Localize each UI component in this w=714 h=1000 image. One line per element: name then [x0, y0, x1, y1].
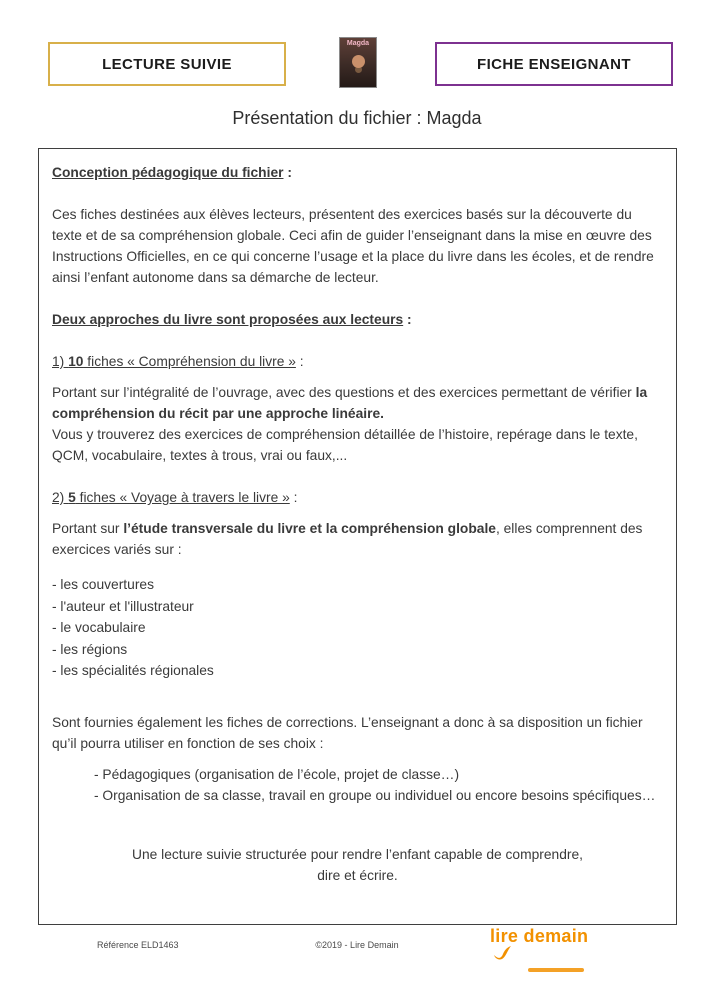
- lire-demain-tagline-mark: [528, 968, 584, 972]
- closing-statement: Une lecture suivie structurée pour rendre l’enfant capable de comprendre, dire et écrire.: [132, 846, 583, 883]
- paragraph-comprehension: [52, 382, 663, 466]
- list-item: - Organisation de sa classe, travail en groupe ou individuel ou encore besoins spécifiques…: [94, 787, 656, 803]
- section-heading-conception-colon: :: [283, 165, 292, 180]
- section-heading-approches-colon: :: [403, 312, 412, 327]
- fiches-comprehension-colon: :: [295, 354, 304, 369]
- list-item: - les régions: [52, 641, 128, 657]
- list-item: - les couvertures: [52, 577, 154, 592]
- lire-demain-logo: [490, 927, 600, 972]
- paragraph-voyage-post: , elles comprennent des exercices variés sur :: [52, 521, 643, 557]
- choices-list: [52, 764, 663, 806]
- paragraph-voyage: [52, 518, 663, 560]
- fiches-comprehension-count: 10: [68, 354, 84, 369]
- fiche-enseignant-badge: [435, 42, 673, 86]
- fiches-voyage-underlined: [52, 490, 290, 505]
- paragraph-comprehension-bold: la compréhension du récit par une approche linéaire.: [52, 385, 648, 421]
- paragraph-comprehension-line2: Vous y trouverez des exercices de compréhension détaillée de l’histoire, repérage dans le texte, QCM, vocabulaire, textes à trous, vrai ou faux,...: [52, 427, 638, 463]
- page-title: Présentation du fichier : Magda: [232, 108, 482, 128]
- fiches-voyage-number-prefix: 2): [52, 490, 69, 505]
- content-box: [38, 148, 677, 925]
- lire-demain-swoosh-icon: [492, 945, 512, 966]
- section-heading-conception: [52, 162, 663, 183]
- list-item: - l'auteur et l'illustrateur: [52, 598, 194, 614]
- book-cover-title: Magda: [346, 40, 370, 47]
- voyage-topics-list: [52, 574, 663, 682]
- paragraph-intro: Ces fiches destinées aux élèves lecteurs, présentent des exercices basés sur la découverte du texte et de sa compréhension globale. Ceci afin de guider l’enseignant dans la mise en œuvre des Instructions Officielles, en ce qui concerne l’usage et la place du livre dans les écoles, et de rendre ainsi l’enfant autonome dans sa démarche de lecteur.: [52, 207, 654, 285]
- fiches-voyage-colon: :: [289, 490, 298, 505]
- fiches-comprehension-label: fiches « Compréhension du livre »: [83, 354, 296, 369]
- footer-copyright: ©2019 - Lire Demain: [315, 940, 399, 950]
- list-item: - les spécialités régionales: [52, 663, 214, 678]
- paragraph-comprehension-normal: Portant sur l’intégralité de l’ouvrage, avec des questions et des exercices permettant de vérifier: [52, 385, 636, 400]
- footer-reference: Référence ELD1463: [97, 940, 179, 950]
- paragraph-comprehension-line1: [52, 382, 663, 424]
- fiches-voyage-count: 5: [68, 490, 76, 505]
- lire-demain-logo-text: lire demain: [490, 926, 589, 946]
- lecture-suivie-badge: [48, 42, 286, 86]
- lecture-suivie-label: LECTURE SUIVIE: [102, 55, 232, 73]
- section-heading-approches: [52, 309, 663, 330]
- fiches-comprehension-heading: [52, 351, 663, 372]
- fiches-voyage-heading: [52, 487, 663, 508]
- fiches-comprehension-number-prefix: 1): [52, 354, 69, 369]
- list-item: - le vocabulaire: [52, 620, 146, 635]
- fiches-voyage-label: fiches « Voyage à travers le livre »: [75, 490, 290, 505]
- paragraph-voyage-bold: l’étude transversale du livre et la compréhension globale: [123, 521, 496, 536]
- section-heading-conception-text: Conception pédagogique du fichier: [52, 165, 284, 180]
- paragraph-corrections: Sont fournies également les fiches de corrections. L’enseignant a donc à sa disposition un fichier qu’il pourra utiliser en fonction de ses choix :: [52, 714, 643, 751]
- book-cover-figure: [352, 55, 365, 68]
- fiche-enseignant-label: FICHE ENSEIGNANT: [477, 55, 631, 73]
- book-cover-thumbnail: [339, 37, 377, 88]
- section-heading-approches-text: Deux approches du livre sont proposées aux lecteurs: [52, 312, 404, 327]
- fiches-comprehension-underlined: [52, 354, 296, 369]
- paragraph-voyage-pre: Portant sur: [52, 521, 124, 536]
- list-item: - Pédagogiques (organisation de l’école, projet de classe…): [94, 766, 460, 782]
